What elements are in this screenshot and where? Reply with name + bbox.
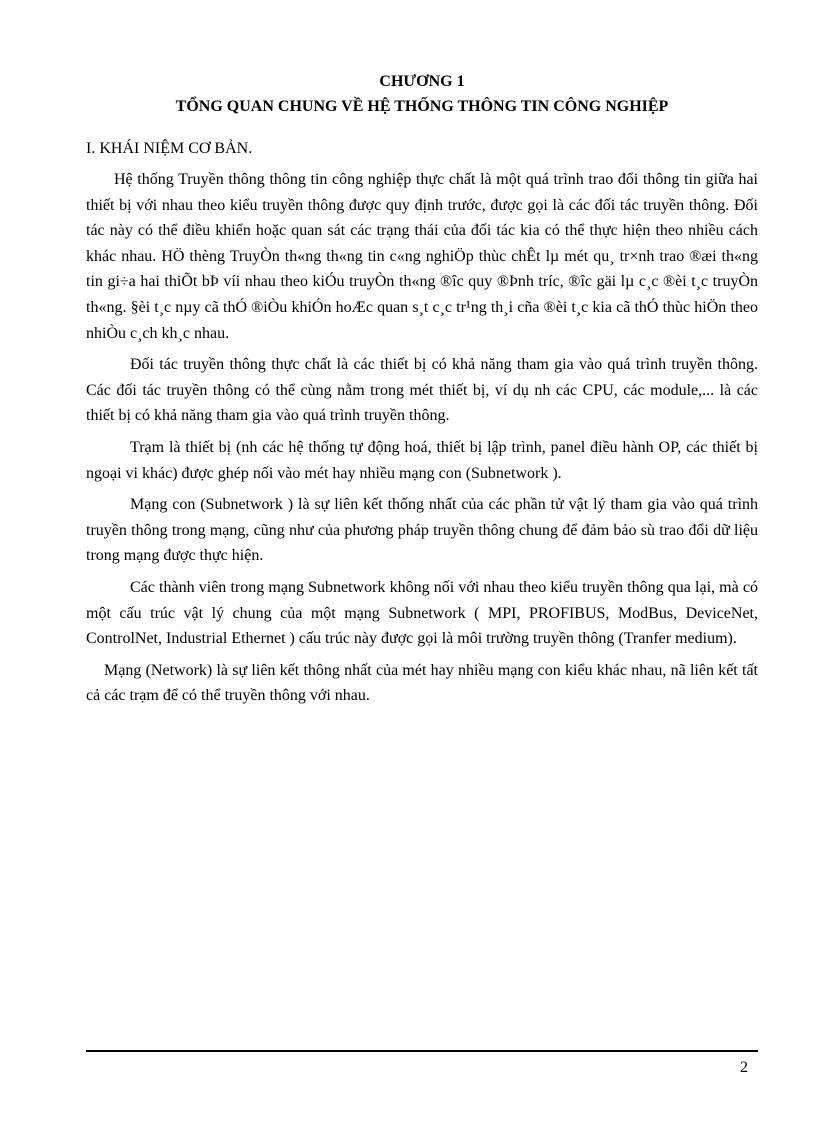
page-number: 2: [740, 1059, 748, 1076]
paragraph-subnetwork-definition: Mạng con (Subnetwork ) là sự liên kết thống nhất của các phần tử vật lý tham gia vào quá trình truyền thông trong mạng, cũng như của phương pháp truyền thông chung để đảm bảo sù trao đổi dữ liệu trong mạng được thực hiện.: [86, 496, 758, 565]
paragraph-communication-partners: Đối tác truyền thông thực chất là các thiết bị có khả năng tham gia vào quá trình truyền thông. Các đối tác truyền thông có thể cùng nằm trong mét thiết bị, ví dụ nh các CPU, các module,... là các thiết bị có khả năng tham gia vào quá trình truyền thông.: [86, 356, 758, 425]
document-body: [86, 167, 758, 715]
paragraph-subnetwork-members: Các thành viên trong mạng Subnetwork không nối với nhau theo kiểu truyền thông qua lại, mà có một cấu trúc vật lý chung của một mạng Subnetwork ( MPI, PROFIBUS, ModBus, DeviceNet, ControlNet, Industrial Ethernet ) cấu trúc này được gọi là môi trường truyền thông (Tranfer medium).: [86, 578, 758, 648]
chapter-number: CHƯƠNG 1: [379, 73, 465, 90]
chapter-title: TỔNG QUAN CHUNG VỀ HỆ THỐNG THÔNG TIN CÔNG NGHIỆP: [175, 98, 669, 115]
section-heading: I. KHÁI NIỆM CƠ BẢN.: [86, 140, 253, 157]
paragraph-network-definition: Mạng (Network) là sự liên kết thông nhất của mét hay nhiều mạng con kiểu khác nhau, nã liên kết tất cả các trạm để có thể truyền thông với nhau.: [86, 661, 758, 705]
footer-divider: [86, 1050, 758, 1052]
paragraph-station-definition: Trạm là thiết bị (nh các hệ thống tự động hoá, thiết bị lập trình, panel điều hành OP, các thiết bị ngoại vi khác) được ghép nối vào mét hay nhiều mạng con (Subnetwork ).: [86, 438, 758, 482]
paragraph-industrial-communication-definition: Hệ thống Truyền thông thông tin công nghiệp thực chất là một quá trình trao đổi thông tin giữa hai thiết bị với nhau theo kiểu truyền thông được quy định trước, được gọi là các đối tác truyền thông. Đối tác này có thể điều khiển hoặc quan sát các trạng thái của đối tác kia có thể thực hiện theo nhiều cách khác nhau. HÖ thèng TruyÒn th«ng th«ng tin c«ng nghiÖp thùc chÊt lµ mét qu¸ tr×nh trao ®æi th«ng tin gi÷a hai thiÕt bÞ víi nhau theo kiÓu truyÒn th«ng ®îc quy ®Þnh tríc, ®îc gäi lµ c¸c ®èi t¸c truyÒn th«ng. §èi t¸c nµy cã thÓ ®iÒu khiÓn hoÆc quan s¸t c¸c tr¹ng th¸i cña ®èi t¸c kia cã thÓ thùc hiÖn theo nhiÒu c¸ch kh¸c nhau.: [86, 171, 758, 342]
